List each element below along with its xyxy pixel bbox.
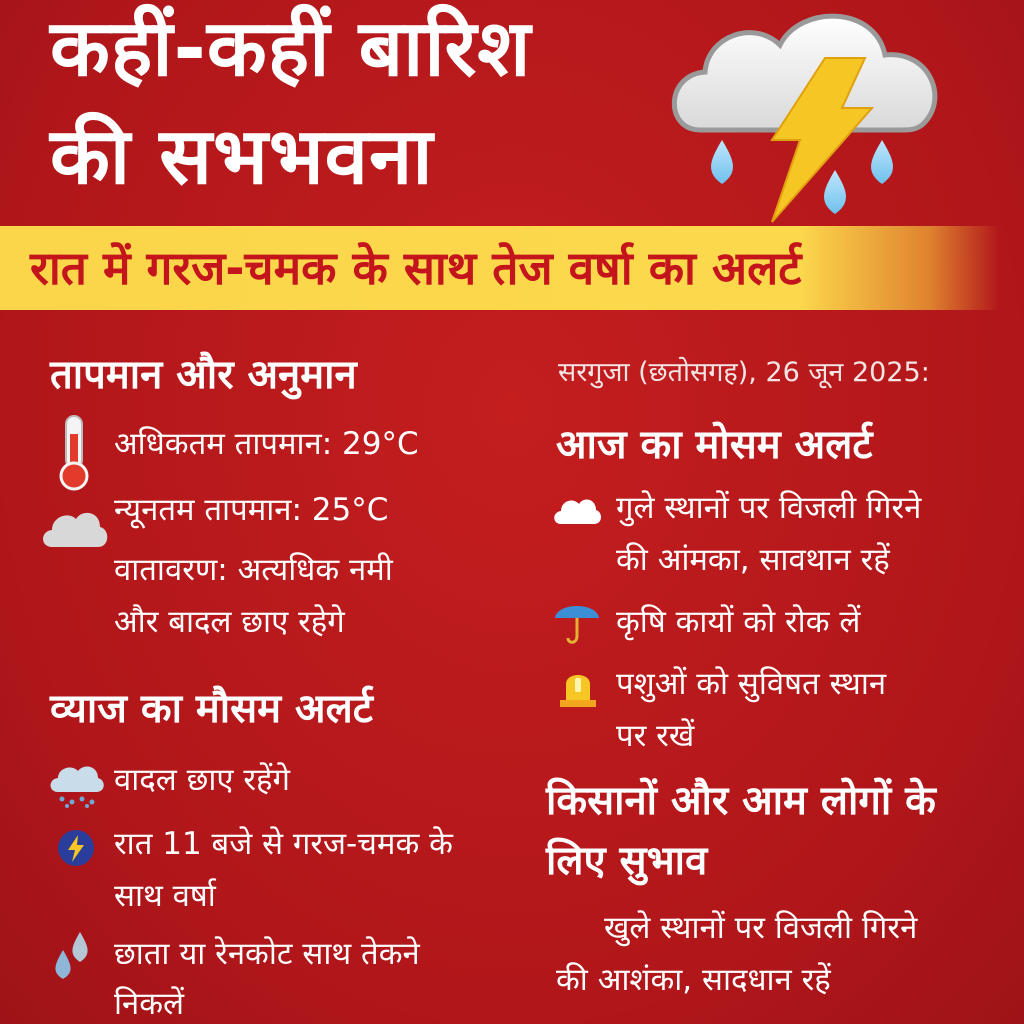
title-line-1: कहीं-कहीं बारिश xyxy=(50,4,532,94)
rain-cloud-icon xyxy=(48,762,104,808)
today-alert-heading: आज का मोसम अलर्ट xyxy=(556,422,873,468)
advice-text-line-1: खुले स्थानों पर विजली गिरने xyxy=(604,910,918,946)
today-item-1-line-2: की आंमका, सावथान रहें xyxy=(616,542,890,578)
umbrella-icon xyxy=(552,594,602,646)
thermometer-icon xyxy=(54,412,94,492)
today-item-3-line-1: पशुओं को सुविषत स्थान xyxy=(616,666,887,702)
lightning-icon xyxy=(56,828,96,868)
banner-text: रात में गरज-चमक के साथ तेज वर्षा का अलर्ट xyxy=(30,241,802,295)
temperature-heading: तापमान और अनुमान xyxy=(50,352,357,398)
storm-cloud-lightning-icon xyxy=(660,0,960,235)
droplets-icon xyxy=(50,930,94,980)
alert-banner xyxy=(0,226,1000,310)
min-temperature: न्यूनतम तापमान: 25°C xyxy=(114,492,389,528)
night-item-3-line-2: निकलें xyxy=(114,986,185,1022)
night-item-2-line-2: साथ वर्षा xyxy=(114,878,216,914)
advice-heading-line-1: किसानों और आम लोगों के xyxy=(546,778,936,824)
today-item-3-line-2: पर रखें xyxy=(616,718,695,754)
today-item-1-line-1: गुले स्थानों पर विजली गिरने xyxy=(616,490,922,526)
advice-heading-line-2: लिए सुभाव xyxy=(546,838,708,884)
dateline: सरगुजा (छतोसगह), 26 जून 2025: xyxy=(558,357,930,388)
title-line-2: की सभभवना xyxy=(50,112,434,202)
atmosphere-line-1: वातावरण: अत्यधिक नमी xyxy=(114,552,393,588)
siren-icon xyxy=(556,666,600,710)
today-item-2: कृषि कायों को रोक लें xyxy=(616,604,861,640)
max-temperature: अधिकतम तापमान: 29°C xyxy=(114,426,419,462)
atmosphere-line-2: और बादल छाए रहेगे xyxy=(114,604,345,640)
cloud-icon xyxy=(552,494,602,526)
advice-text-line-2: की आशंका, सादधान रहें xyxy=(556,962,831,998)
night-item-2-line-1: रात 11 बजे से गरज-चमक के xyxy=(114,826,453,862)
night-alert-heading: व्याज का मौसम अलर्ट xyxy=(50,686,373,732)
cloud-icon xyxy=(40,505,110,550)
night-item-3-line-1: छाता या रेनकोट साथ तेकने xyxy=(114,936,420,972)
night-item-1: वादल छाए रहेंगे xyxy=(114,762,290,798)
